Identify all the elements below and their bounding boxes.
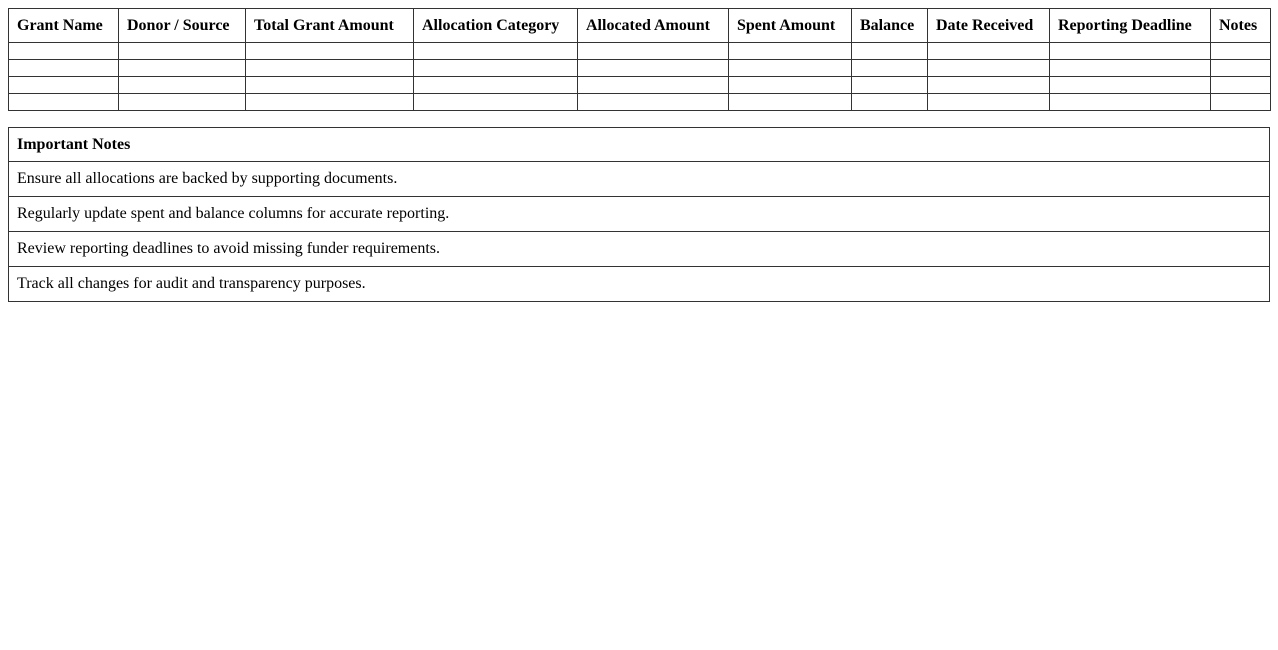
notes-header-row	[9, 128, 1270, 162]
table-cell[interactable]	[729, 43, 852, 60]
header-grant-name: Grant Name	[9, 9, 119, 43]
table-cell[interactable]	[9, 43, 119, 60]
table-cell[interactable]	[578, 77, 729, 94]
important-notes-table	[8, 127, 1270, 302]
table-cell[interactable]	[246, 94, 414, 111]
table-cell[interactable]	[729, 94, 852, 111]
note-row	[9, 267, 1270, 302]
table-cell[interactable]	[852, 43, 928, 60]
table-cell[interactable]	[729, 60, 852, 77]
table-cell[interactable]	[414, 94, 578, 111]
note-item: Regularly update spent and balance columns for accurate reporting.	[9, 197, 1270, 232]
table-row	[9, 77, 1271, 94]
table-cell[interactable]	[414, 60, 578, 77]
table-cell[interactable]	[1050, 77, 1211, 94]
note-row	[9, 232, 1270, 267]
table-cell[interactable]	[119, 94, 246, 111]
header-balance: Balance	[852, 9, 928, 43]
note-row	[9, 162, 1270, 197]
table-cell[interactable]	[1050, 60, 1211, 77]
header-donor-source: Donor / Source	[119, 9, 246, 43]
table-cell[interactable]	[246, 43, 414, 60]
header-notes: Notes	[1211, 9, 1271, 43]
table-cell[interactable]	[9, 77, 119, 94]
table-cell[interactable]	[852, 77, 928, 94]
table-cell[interactable]	[119, 77, 246, 94]
notes-title: Important Notes	[9, 128, 1270, 162]
table-cell[interactable]	[9, 94, 119, 111]
table-header-row	[9, 9, 1271, 43]
table-cell[interactable]	[928, 60, 1050, 77]
table-cell[interactable]	[578, 60, 729, 77]
header-date-received: Date Received	[928, 9, 1050, 43]
table-cell[interactable]	[414, 77, 578, 94]
table-cell[interactable]	[852, 94, 928, 111]
table-cell[interactable]	[1211, 43, 1271, 60]
table-cell[interactable]	[119, 43, 246, 60]
table-cell[interactable]	[414, 43, 578, 60]
table-cell[interactable]	[729, 77, 852, 94]
note-item: Track all changes for audit and transparency purposes.	[9, 267, 1270, 302]
table-cell[interactable]	[1211, 60, 1271, 77]
table-cell[interactable]	[852, 60, 928, 77]
table-cell[interactable]	[578, 43, 729, 60]
table-cell[interactable]	[1050, 94, 1211, 111]
table-row	[9, 94, 1271, 111]
note-item: Ensure all allocations are backed by supporting documents.	[9, 162, 1270, 197]
table-cell[interactable]	[578, 94, 729, 111]
table-cell[interactable]	[1211, 94, 1271, 111]
header-total-grant-amount: Total Grant Amount	[246, 9, 414, 43]
note-row	[9, 197, 1270, 232]
table-cell[interactable]	[1211, 77, 1271, 94]
header-reporting-deadline: Reporting Deadline	[1050, 9, 1211, 43]
table-cell[interactable]	[9, 60, 119, 77]
table-cell[interactable]	[119, 60, 246, 77]
table-cell[interactable]	[928, 43, 1050, 60]
header-spent-amount: Spent Amount	[729, 9, 852, 43]
table-row	[9, 60, 1271, 77]
table-cell[interactable]	[246, 77, 414, 94]
header-allocation-category: Allocation Category	[414, 9, 578, 43]
table-cell[interactable]	[1050, 43, 1211, 60]
grant-allocation-table	[8, 8, 1271, 111]
table-cell[interactable]	[246, 60, 414, 77]
table-cell[interactable]	[928, 77, 1050, 94]
table-cell[interactable]	[928, 94, 1050, 111]
note-item: Review reporting deadlines to avoid missing funder requirements.	[9, 232, 1270, 267]
table-row	[9, 43, 1271, 60]
header-allocated-amount: Allocated Amount	[578, 9, 729, 43]
